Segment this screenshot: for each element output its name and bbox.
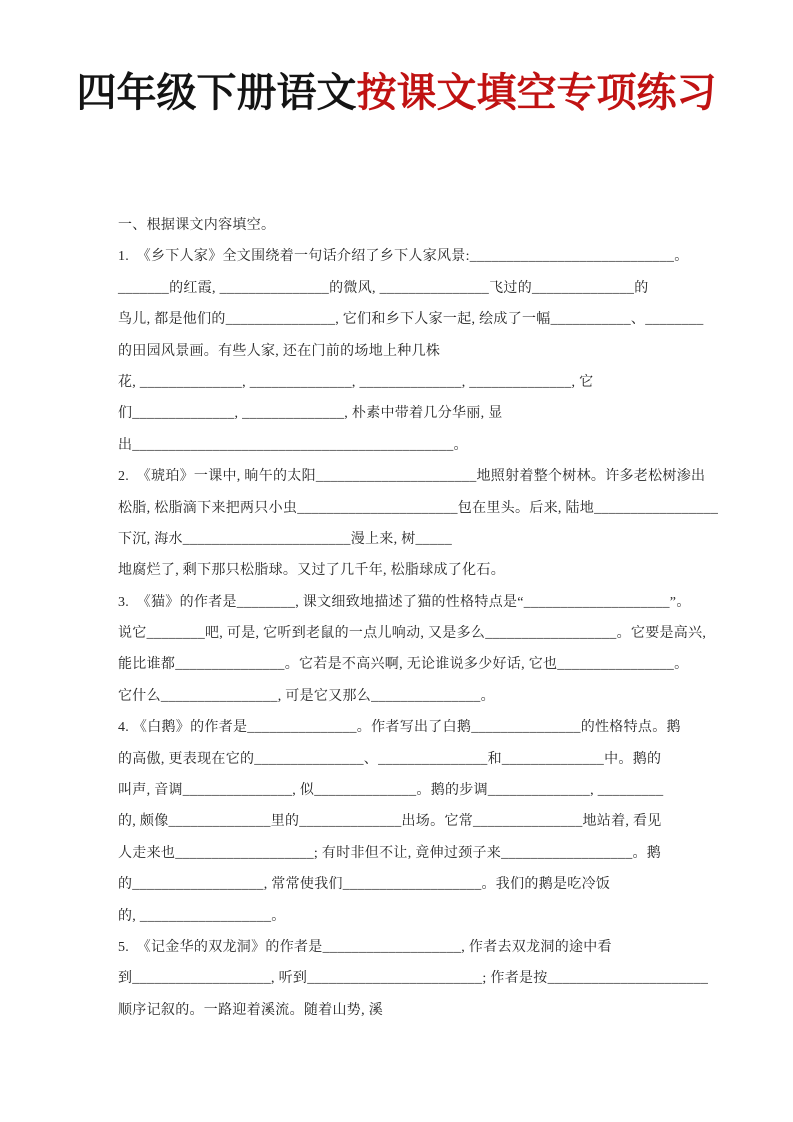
- text-line: 3. 《猫》的作者是________, 课文细致地描述了猫的性格特点是“____________________”。: [118, 594, 691, 610]
- text-line: 顺序记叙的。一路迎着溪流。随着山势, 溪: [118, 1002, 383, 1018]
- text-line: 地腐烂了, 剩下那只松脂球。又过了几千年, 松脂球成了化石。: [118, 563, 505, 579]
- text-line: 的, 颇像______________里的______________出场。它常_______________地站着, 看见: [118, 814, 662, 830]
- page-title-red-part: 按课文填空专项练习: [356, 71, 717, 115]
- page-title-black-part: 四年级下册语文: [76, 71, 357, 115]
- text-line: 的__________________, 常常使我们___________________。我们的鹅是吃冷饭: [118, 877, 611, 893]
- text-line: 能比谁都_______________。它若是不高兴啊, 无论谁说多少好话, 它也________________。: [118, 657, 689, 673]
- text-line: 松脂, 松脂滴下来把两只小虫______________________包在里头。后来, 陆地_________________: [118, 500, 719, 516]
- text-line: 们______________, ______________, 朴素中带着几分华丽, 显: [118, 406, 503, 422]
- text-line: 4. 《白鹅》的作者是_______________。作者写出了白鹅_______________的性格特点。鹅: [118, 720, 681, 736]
- text-line: 它什么________________, 可是它又那么_______________。: [118, 688, 495, 704]
- text-line: 的田园风景画。有些人家, 还在门前的场地上种几株: [118, 343, 441, 359]
- text-line: 鸟儿, 都是他们的_______________, 它们和乡下人家一起, 绘成了一幅___________、________: [118, 312, 704, 328]
- text-line: 2. 《琥珀》一课中, 晌午的太阳______________________地照射着整个树林。许多老松树渗出: [118, 469, 706, 485]
- text-line: 的高傲, 更表现在它的_______________、_______________和______________中。鹅的: [118, 751, 662, 767]
- text-line: 的, __________________。: [118, 908, 286, 924]
- text-line: 人走来也___________________; 有时非但不让, 竟伸过颈子来__________________。鹅: [118, 845, 662, 861]
- text-line: _______的红霞, _______________的微风, _______________飞过的______________的: [118, 280, 649, 296]
- text-line: 下沉, 海水_______________________漫上来, 树_____: [118, 531, 452, 547]
- text-line: 花, ______________, ______________, ______________, ______________, 它: [118, 374, 594, 390]
- text-line: 到___________________, 听到________________________; 作者是按______________________: [118, 971, 709, 987]
- worksheet-body: [118, 210, 719, 1026]
- text-line: 出____________________________________________。: [118, 437, 468, 453]
- section-heading: 一、根据课文内容填空。: [118, 218, 276, 233]
- text-line: 叫声, 音调_______________, 似______________。鹅的步调______________, _________: [118, 783, 664, 799]
- text-line: 5. 《记金华的双龙洞》的作者是___________________, 作者去双龙洞的途中看: [118, 939, 612, 955]
- text-line: 1. 《乡下人家》全文围绕着一句话介绍了乡下人家风景:____________________________。: [118, 249, 689, 265]
- page-title: [0, 68, 793, 118]
- text-line: 说它________吧, 可是, 它听到老鼠的一点儿响动, 又是多么__________________。它要是高兴,: [118, 626, 707, 642]
